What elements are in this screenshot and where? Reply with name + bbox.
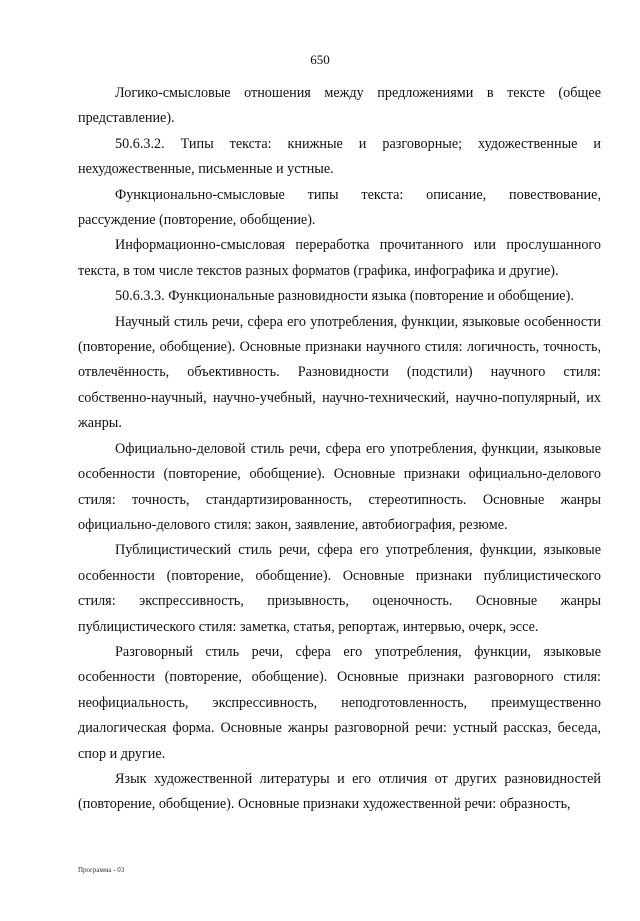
paragraph: Язык художественной литературы и его отличия от других разновидностей (повторение, обобщение). Основные признаки художественной речи: образность, [78, 770, 601, 813]
document-body [78, 81, 601, 818]
paragraph: Функционально-смысловые типы текста: описание, повествование, рассуждение (повторение, обобщение). [78, 186, 601, 229]
footer-label: Программа - 03 [78, 866, 125, 874]
paragraph: Разговорный стиль речи, сфера его употребления, функции, языковые особенности (повторение, обобщение). Основные признаки разговорного стиля: неофициальность, экспрессивность, неподготовленность, преимущественно диалогическая форма. Основные жанры разговорной речи: устный рассказ, беседа, спор и другие. [78, 643, 601, 762]
paragraph: Официально-деловой стиль речи, сфера его употребления, функции, языковые особенности (повторение, обобщение). Основные признаки официально-делового стиля: точность, стандартизированность, стереотипность. Основные жанры официально-делового стиля: закон, заявление, автобиография, резюме. [78, 440, 601, 533]
paragraph: 50.6.3.3. Функциональные разновидности языка (повторение и обобщение). [115, 288, 574, 305]
paragraph: Информационно-смысловая переработка прочитанного или прослушанного текста, в том числе текстов разных форматов (графика, инфографика и другие). [78, 237, 601, 279]
paragraph: Логико-смысловые отношения между предложениями в тексте (общее представление). [78, 85, 601, 127]
page-number: 650 [310, 52, 330, 67]
paragraph: Научный стиль речи, сфера его употребления, функции, языковые особенности (повторение, обобщение). Основные признаки научного стиля: логичность, точность, отвлечённость, объективность. Разновидности (подстили) научного стиля: собственно-научный, научно-учебный, научно-технический, научно-популярный, их жанры. [78, 313, 601, 432]
paragraph: Публицистический стиль речи, сфера его употребления, функции, языковые особенности (повторение, обобщение). Основные признаки публицистического стиля: экспрессивность, призывность, оценочность. Основные жанры публицистического стиля: заметка, статья, репортаж, интервью, очерк, эссе. [78, 542, 601, 635]
paragraph: 50.6.3.2. Типы текста: книжные и разговорные; художественные и нехудожественные, письменные и устные. [78, 135, 601, 178]
